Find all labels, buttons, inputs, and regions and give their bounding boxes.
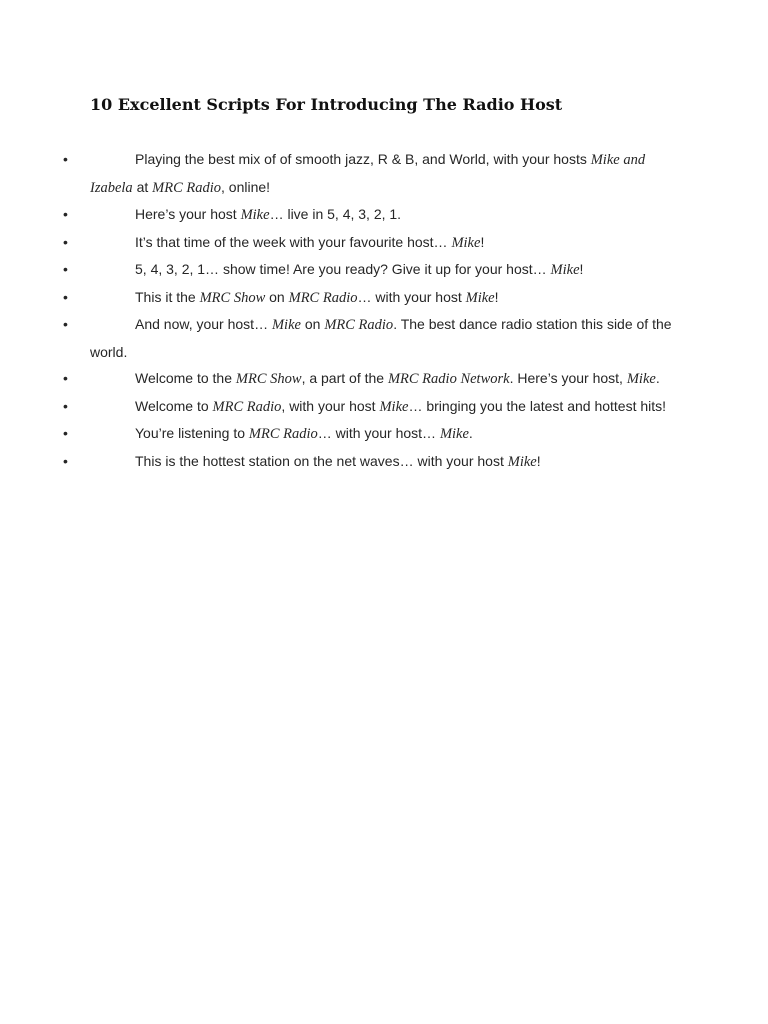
script-text: 5, 4, 3, 2, 1… show time! Are you ready? Give it up for your host… [135, 261, 551, 277]
script-text: ! [480, 233, 485, 250]
script-item [0, 284, 680, 312]
emphasis-text: MRC Show [199, 289, 266, 306]
emphasis-text: Mike [550, 262, 580, 278]
emphasis-text: Mike [439, 426, 469, 442]
script-item [0, 393, 680, 421]
emphasis-text: Mike [379, 398, 409, 415]
script-text: … with your host… [317, 425, 440, 441]
script-text: ! [579, 261, 584, 277]
script-text: on [300, 316, 325, 332]
bullet-icon: • [63, 206, 68, 222]
emphasis-text: Mike [271, 317, 301, 333]
script-item [0, 229, 680, 257]
emphasis-text: MRC Radio [288, 289, 358, 306]
script-text: ! [494, 288, 499, 305]
emphasis-text: MRC Radio [248, 426, 318, 442]
script-item [0, 365, 680, 393]
script-text: … bringing you the latest and hottest hits! [408, 397, 667, 414]
bullet-icon: • [63, 233, 68, 250]
script-item [0, 201, 680, 229]
script-text: Here’s your host [135, 206, 241, 222]
bullet-icon: • [63, 425, 68, 441]
bullet-icon: • [63, 316, 68, 332]
script-text: Welcome to the [135, 370, 236, 386]
script-text: , with your host [281, 397, 380, 414]
emphasis-text: Mike [626, 371, 656, 387]
document-title: 10 Excellent Scripts For Introducing The Radio Host [90, 95, 563, 114]
script-text: . [468, 425, 473, 441]
script-text: ! [536, 452, 541, 469]
script-text: . Here’s your host, [509, 370, 627, 386]
script-text: … live in 5, 4, 3, 2, 1. [269, 206, 402, 222]
script-text: . [655, 370, 660, 386]
bullet-icon: • [63, 397, 68, 414]
script-text: You’re listening to [135, 425, 249, 441]
script-text: at [132, 178, 153, 195]
script-item [0, 146, 680, 201]
script-item [0, 448, 680, 476]
emphasis-text: Mike [240, 207, 270, 223]
emphasis-text: Mike and Izabela [90, 152, 646, 196]
emphasis-text: MRC Radio [212, 398, 282, 415]
emphasis-text: MRC Radio [324, 317, 394, 333]
script-text: It’s that time of the week with your favourite host… [135, 233, 452, 250]
script-text: Playing the best mix of of smooth jazz, R & B, and World, with your hosts [135, 151, 591, 167]
script-list [0, 146, 768, 475]
bullet-icon: • [63, 452, 68, 469]
script-text: , a part of the [301, 370, 388, 386]
emphasis-text: MRC Radio [152, 179, 222, 196]
script-item [0, 256, 680, 284]
script-text: This is the hottest station on the net waves… with your host [135, 452, 508, 469]
bullet-icon: • [63, 288, 68, 305]
bullet-icon: • [63, 151, 68, 167]
script-text: on [265, 288, 289, 305]
script-text: … with your host [357, 288, 466, 305]
script-text: And now, your host… [135, 316, 272, 332]
emphasis-text: Mike [465, 289, 495, 306]
emphasis-text: Mike [451, 234, 481, 251]
bullet-icon: • [63, 261, 68, 277]
bullet-icon: • [63, 370, 68, 386]
script-text: This it the [135, 288, 200, 305]
emphasis-text: MRC Show [235, 371, 302, 387]
emphasis-text: MRC Radio Network [387, 371, 510, 387]
emphasis-text: Mike [507, 453, 537, 470]
script-item [0, 420, 680, 448]
script-text: . The best dance radio station this side of the world. [90, 316, 672, 360]
script-text: Welcome to [135, 397, 213, 414]
script-item [0, 311, 680, 365]
script-text: , online! [221, 178, 271, 195]
